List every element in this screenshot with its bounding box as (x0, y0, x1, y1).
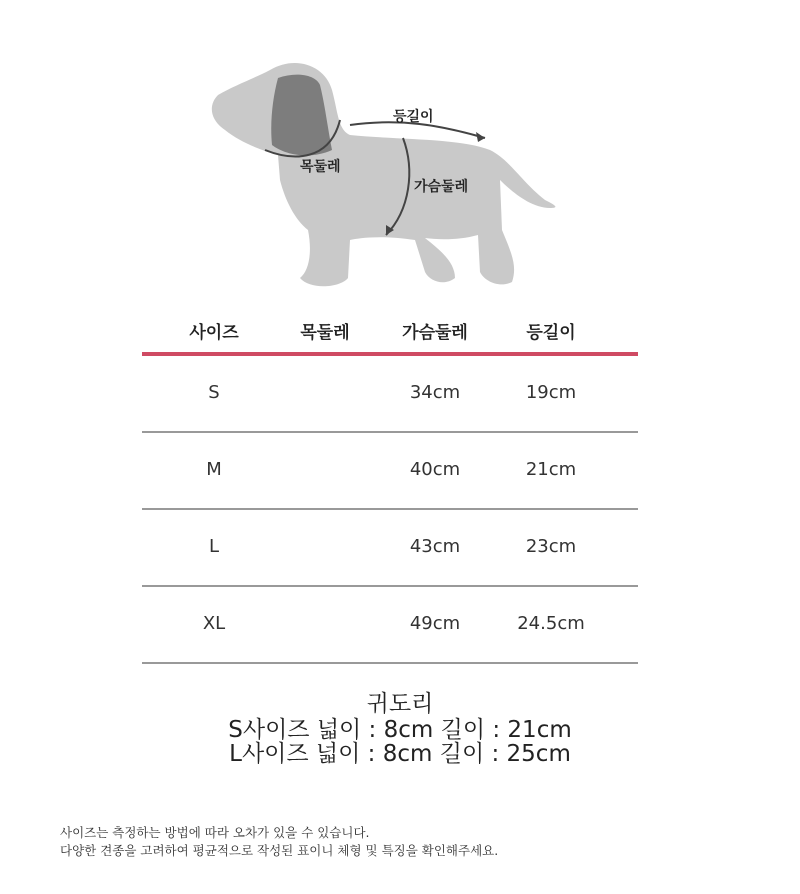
table-row (142, 356, 638, 433)
note-line: 다양한 견종을 고려하여 평균적으로 작성된 표이니 체형 및 특징을 확인해주세요. (60, 843, 499, 858)
size-cell: M (206, 459, 222, 480)
table-row (142, 587, 638, 664)
header-neck: 목둘레 (300, 323, 350, 343)
neck-label: 목둘레 (300, 159, 341, 175)
dog-size-diagram (200, 50, 580, 310)
back-cell: 23cm (525, 536, 577, 557)
table-header (142, 300, 638, 356)
chest-cell: 34cm (409, 382, 461, 403)
dog-silhouette-icon (200, 50, 580, 310)
back-cell: 24.5cm (517, 613, 585, 634)
ear-title: 귀도리 (366, 691, 434, 717)
back-cell: 19cm (525, 382, 577, 403)
back-cell: 21cm (525, 459, 577, 480)
chest-cell: 49cm (409, 613, 461, 634)
chest-label: 가슴둘레 (414, 179, 469, 195)
ear-size-l: L사이즈 넓이 : 8cm 길이 : 25cm (229, 741, 571, 767)
size-cell: XL (202, 613, 226, 634)
back-length-label: 등길이 (393, 109, 434, 125)
chest-cell: 40cm (409, 459, 461, 480)
size-table (142, 300, 638, 664)
header-chest: 가슴둘레 (402, 323, 468, 343)
ear-size-s: S사이즈 넓이 : 8cm 길이 : 21cm (228, 717, 572, 743)
table-row (142, 433, 638, 510)
header-back: 등길이 (526, 323, 576, 343)
size-notes (60, 824, 498, 860)
size-cell: L (208, 536, 220, 557)
table-row (142, 510, 638, 587)
header-size: 사이즈 (189, 323, 239, 343)
note-line: 사이즈는 측정하는 방법에 따라 오차가 있을 수 있습니다. (60, 825, 370, 840)
chest-cell: 43cm (409, 536, 461, 557)
size-cell: S (208, 382, 220, 403)
